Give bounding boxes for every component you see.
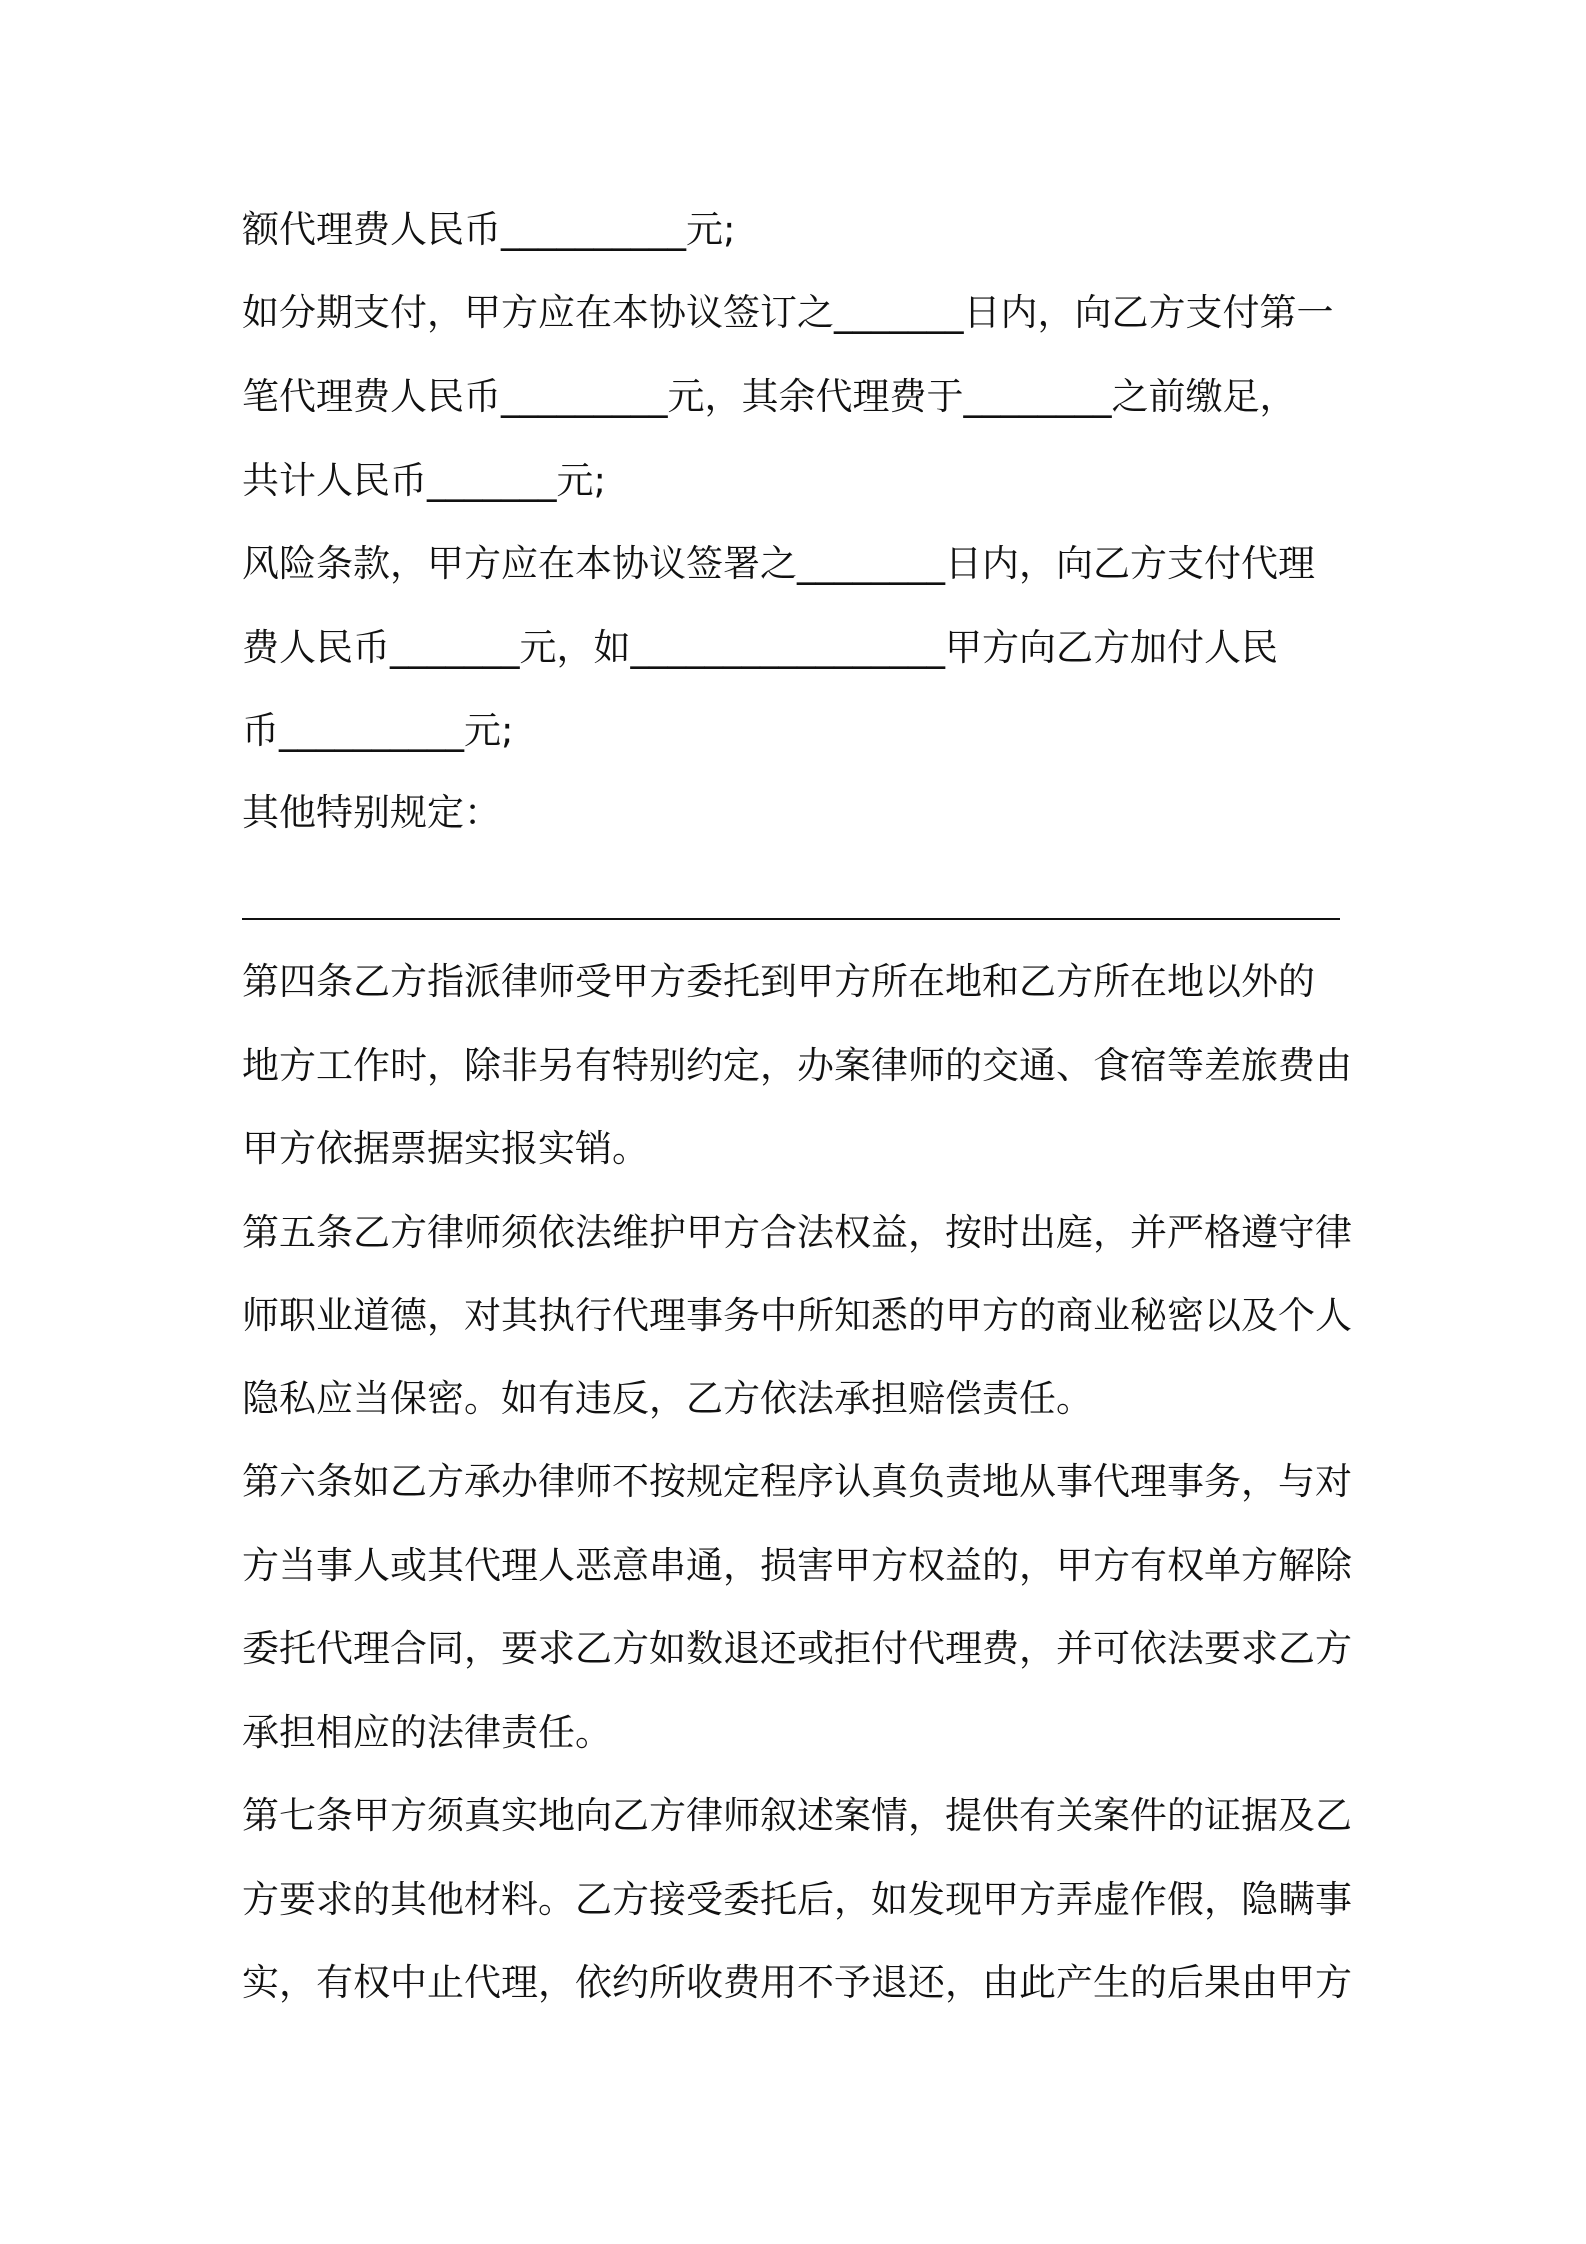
text-line: 方要求的其他材料。乙方接受委托后，如发现甲方弄虚作假，隐瞒事 [242, 1878, 1352, 1921]
text-line: 方当事人或其代理人恶意串通，损害甲方权益的，甲方有权单方解除 [242, 1544, 1352, 1587]
text-line: 实，有权中止代理，依约所收费用不予退还，由此产生的后果由甲方 [242, 1961, 1352, 2004]
text-line: 费人民币_______元，如_________________甲方向乙方加付人民 [242, 626, 1278, 669]
text-line: 第七条甲方须真实地向乙方律师叙述案情，提供有关案件的证据及乙 [242, 1794, 1352, 1837]
text-line: 委托代理合同，要求乙方如数退还或拒付代理费，并可依法要求乙方 [242, 1627, 1352, 1670]
text-line: 师职业道德，对其执行代理事务中所知悉的甲方的商业秘密以及个人 [242, 1294, 1352, 1337]
text-line: 其他特别规定： [242, 791, 501, 834]
text-line: 币__________元; [242, 709, 514, 752]
text-line: 风险条款，甲方应在本协议签署之________日内，向乙方支付代理 [242, 542, 1315, 585]
text-line: 第四条乙方指派律师受甲方委托到甲方所在地和乙方所在地以外的 [242, 960, 1315, 1003]
text-line: 甲方依据票据实报实销。 [242, 1127, 649, 1170]
text-line: 笔代理费人民币_________元，其余代理费于________之前缴足， [242, 375, 1297, 418]
fill-in-blank-line [242, 918, 1340, 920]
text-line: 第六条如乙方承办律师不按规定程序认真负责地从事代理事务，与对 [242, 1460, 1352, 1503]
text-line: 第五条乙方律师须依法维护甲方合法权益，按时出庭，并严格遵守律 [242, 1211, 1352, 1254]
text-line: 地方工作时，除非另有特别约定，办案律师的交通、食宿等差旅费由 [242, 1044, 1352, 1087]
text-line: 隐私应当保密。如有违反，乙方依法承担赔偿责任。 [242, 1377, 1093, 1420]
text-line: 共计人民币_______元; [242, 459, 606, 502]
text-line: 额代理费人民币__________元; [242, 208, 736, 251]
text-line: 如分期支付，甲方应在本协议签订之_______日内，向乙方支付第一 [242, 291, 1334, 334]
text-line: 承担相应的法律责任。 [242, 1711, 612, 1754]
